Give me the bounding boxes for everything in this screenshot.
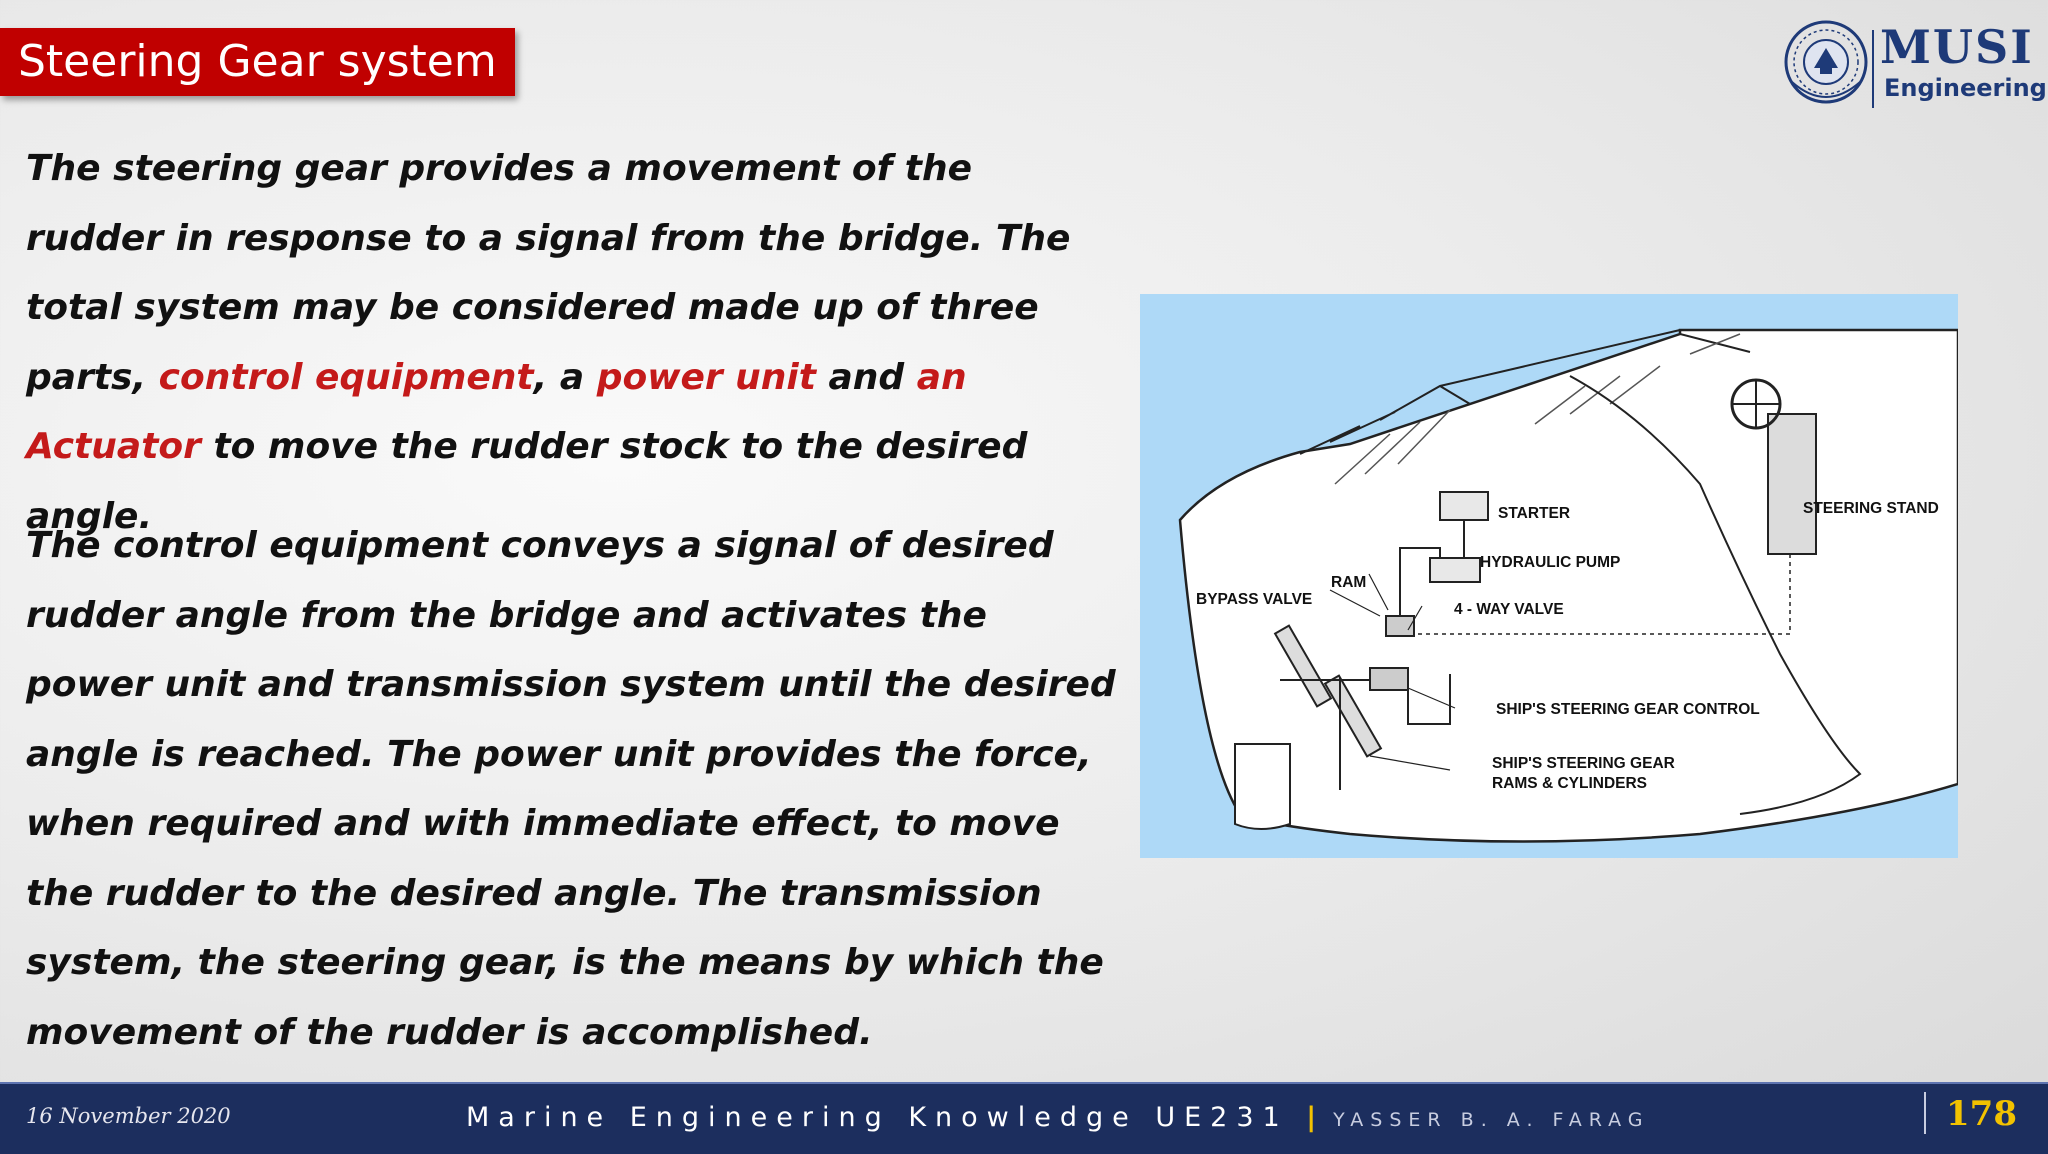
- label-ram: RAM: [1331, 574, 1367, 591]
- label-steering-stand: STEERING STAND: [1803, 500, 1939, 517]
- footer-course-line: [466, 1102, 1650, 1133]
- footer-course: Marine Engineering Knowledge UE231: [466, 1102, 1289, 1133]
- steering-gear-control: [1370, 668, 1408, 690]
- logo-wordmark: MUSI: [1880, 20, 2034, 74]
- logo-separator: [1872, 30, 1874, 108]
- highlight-power-unit: power unit: [596, 356, 816, 398]
- hydraulic-pump: [1430, 558, 1480, 582]
- paragraph-1-text-a: The steering gear provides a movement of the rudder in response to a signal from the bridge. The total system may be considered made up of three parts,: [26, 148, 1071, 398]
- label-hydraulic-pump: HYDRAULIC PUMP: [1480, 554, 1621, 571]
- page-number: 178: [1946, 1094, 2017, 1134]
- highlight-control-equipment: control equipment: [158, 356, 534, 398]
- footer-date: 16 November 2020: [26, 1104, 231, 1128]
- label-gear-control: SHIP'S STEERING GEAR CONTROL: [1496, 701, 1760, 718]
- logo-subtitle: Engineering: [1884, 74, 2047, 102]
- label-starter: STARTER: [1498, 505, 1571, 522]
- musi-logo: [1780, 12, 2047, 112]
- paragraph-1-text-b: , a: [533, 356, 597, 398]
- highlight-actuator: an Actuator: [26, 356, 967, 467]
- paragraph-2: The control equipment conveys a signal of desired rudder angle from the bridge and activates the power unit and transmission system until the desired angle is reached. The power unit provides the force, when required and with immediate effect, to move the rudder to the desired angle. The transmission system, the steering gear, is the means by which the movement of the rudder is accomplished.: [26, 525, 1116, 1053]
- steering-gear-diagram: [1140, 294, 1958, 858]
- paragraph-1-text-d: to move the rudder stock to the desired angle.: [26, 426, 1028, 537]
- footer-separator: |: [1306, 1102, 1326, 1133]
- steering-stand: [1768, 414, 1816, 554]
- slide-title: Steering Gear system: [0, 28, 515, 96]
- footer-bar: [0, 1082, 2048, 1154]
- footer-divider: [1924, 1092, 1926, 1134]
- rudder: [1235, 744, 1290, 829]
- label-bypass-valve: BYPASS VALVE: [1196, 591, 1313, 608]
- label-rams-line1: SHIP'S STEERING GEAR: [1492, 755, 1675, 772]
- label-four-way-valve: 4 - WAY VALVE: [1454, 601, 1564, 618]
- university-seal-icon: [1780, 12, 1872, 112]
- label-rams-line2: RAMS & CYLINDERS: [1492, 775, 1648, 792]
- paragraph-1: [26, 134, 1116, 551]
- footer-author: YASSER B. A. FARAG: [1333, 1109, 1650, 1131]
- starter-box: [1440, 492, 1488, 520]
- paragraph-1-text-c: and: [815, 356, 917, 398]
